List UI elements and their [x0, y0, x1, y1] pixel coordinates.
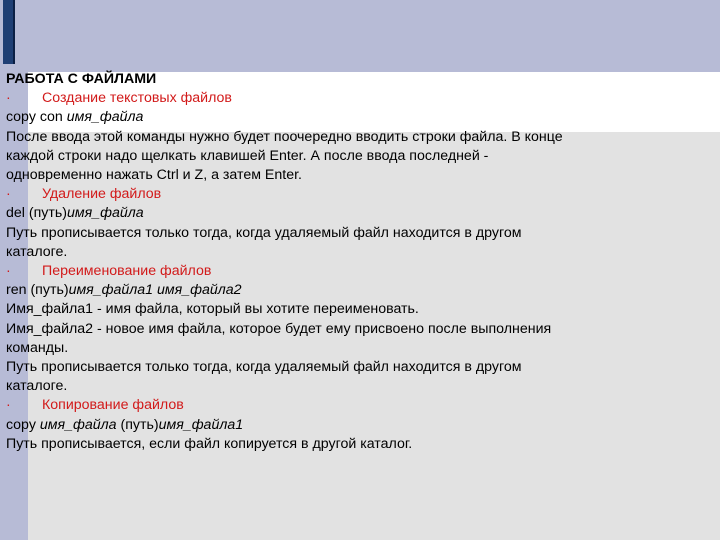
bullet-icon: · — [6, 90, 11, 107]
section-heading-create: · Создание текстовых файлов — [6, 89, 712, 108]
decorative-bar — [3, 0, 15, 64]
description-line: Имя_файла2 - новое имя файла, которое будет ему присвоено после выполнения — [6, 320, 552, 337]
description-line: одновременно нажать Ctrl и Z, а затем Enter. — [6, 167, 303, 184]
section-heading-copy: · Копирование файлов — [6, 396, 712, 415]
description-line: Путь прописывается только тогда, когда удаляемый файл находится в другом — [6, 359, 522, 376]
description-line: команды. — [6, 339, 69, 356]
description-line: Путь прописывается только тогда, когда удаляемый файл находится в другом — [6, 224, 522, 241]
command-line-rename: ren (путь)имя_файла1 имя_файла2 — [6, 282, 242, 299]
description-line: каталоге. — [6, 243, 68, 260]
command-line-create: copy con имя_файла — [6, 109, 144, 126]
description-line: каждой строки надо щелкать клавишей Enter. А после ввода последней - — [6, 147, 489, 164]
bullet-icon: · — [6, 397, 11, 414]
command-line-delete: del (путь)имя_файла — [6, 205, 144, 222]
section-heading-rename: · Переименование файлов — [6, 262, 712, 281]
section-heading-delete: · Удаление файлов — [6, 185, 712, 204]
bullet-icon: · — [6, 263, 11, 280]
command-line-copy: copy имя_файла (путь)имя_файла1 — [6, 416, 244, 433]
description-line: После ввода этой команды нужно будет поочередно вводить строки файла. В конце — [6, 128, 563, 145]
bullet-icon: · — [6, 186, 11, 203]
description-line: Путь прописывается, если файл копируется в другой каталог. — [6, 435, 413, 452]
description-line: каталоге. — [6, 378, 68, 395]
document-body — [6, 70, 712, 454]
page-title: РАБОТА С ФАЙЛАМИ — [6, 71, 157, 87]
description-line: Имя_файла1 - имя файла, который вы хотите переименовать. — [6, 301, 419, 318]
